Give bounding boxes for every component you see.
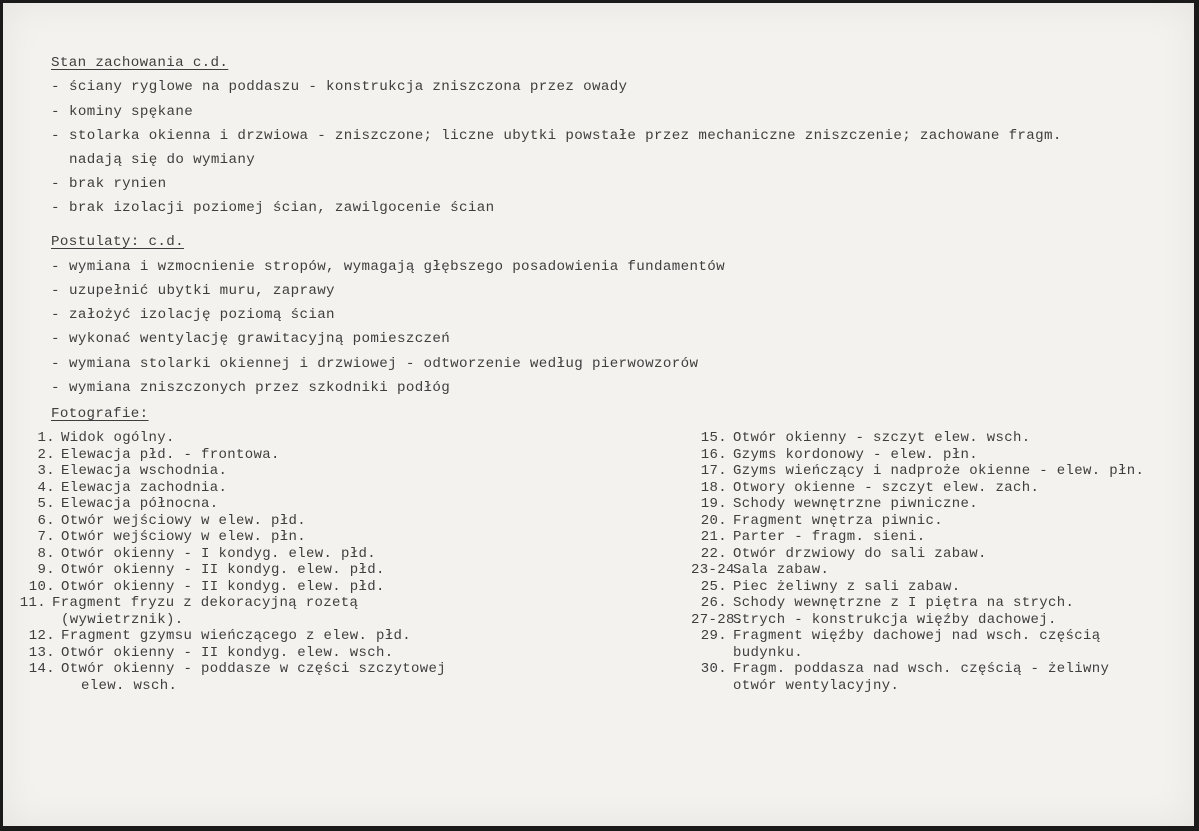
photo-list-left [19,430,447,694]
heading-postulaty: Postulaty: c.d. [51,234,184,250]
photo-entry: 4. Elewacja zachodnia. [37,479,228,496]
postulat-item: - wymiana i wzmocnienie stropów, wymagają głębszego posadowienia fundamentów [51,259,725,275]
photo-entry: 3. Elewacja wschodnia. [37,463,228,479]
postulat-item: - wymiana zniszczonych przez szkodniki podłóg [51,380,451,396]
heading-fotografie: Fotografie: [51,406,149,422]
photo-entry: 16. Gzyms kordonowy - elew. płn. [700,446,979,463]
photo-entry: 2. Elewacja płd. - frontowa. [37,446,280,463]
photo-entry: 23-24.Sala zabaw. [691,562,830,578]
photo-entry: 1. Widok ogólny. [37,430,175,446]
photo-list-right [691,430,1144,694]
stan-item: - stolarka okienna i drzwiowa - zniszczone; liczne ubytki powstałe przez mechaniczne zniszczenie; zachowane fragm. [51,128,1062,144]
photo-entry: 8. Otwór okienny - I kondyg. elew. płd. [37,545,377,562]
stan-item: - ściany ryglowe na poddaszu - konstrukcja zniszczona przez owady [51,79,628,95]
postulat-item: - wymiana stolarki okiennej i drzwiowej - odtworzenie według pierwowzorów [51,356,699,372]
photo-entry: 15. Otwór okienny - szczyt elew. wsch. [700,430,1031,446]
heading-stan-zachowania: Stan zachowania c.d. [51,55,229,71]
postulat-item: - założyć izolację poziomą ścian [51,307,335,323]
photo-entry: 11. Fragment fryzu z dekoracyjną rozetą (wywietrznik). [19,595,359,628]
photo-entry: 17. Gzyms wieńczący i nadproże okienne - elew. płn. [700,463,1145,479]
photo-entry: 30. Fragm. poddasza nad wsch. częścią - żeliwny otwór wentylacyjny. [700,661,1110,694]
photo-entry: 20. Fragment wnętrza piwnic. [700,512,944,529]
photo-entry: 18. Otwory okienne - szczyt elew. zach. [700,479,1040,496]
photo-entry: 29. Fragment więźby dachowej nad wsch. częścią budynku. [700,628,1101,661]
photo-entry: 25. Piec żeliwny z sali zabaw. [700,578,961,595]
stan-item: - kominy spękane [51,104,194,120]
stan-item: - brak izolacji poziomej ścian, zawilgocenie ścian [51,200,495,216]
photo-entry: 12. Fragment gzymsu wieńczącego z elew. płd. [28,628,412,644]
typed-document [3,3,1194,826]
photo-entry: 22. Otwór drzwiowy do sali zabaw. [700,545,987,562]
postulat-item: - uzupełnić ubytki muru, zaprawy [51,283,335,299]
photo-entry: 5. Elewacja północna. [37,496,219,512]
photo-entry: 19. Schody wewnętrzne piwniczne. [700,496,979,512]
photo-entry: 13. Otwór okienny - II kondyg. elew. wsch. [28,644,394,661]
stan-item: - brak rynien [51,176,167,192]
photo-entry: 9. Otwór okienny - II kondyg. elew. płd. [37,562,385,578]
photo-entry: 6. Otwór wejściowy w elew. płd. [37,512,307,529]
photo-entry: 14. Otwór okienny - poddasze w części szczytowej elew. wsch. [28,661,447,694]
photo-entry: 7. Otwór wejściowy w elew. płn. [37,529,307,545]
photo-entry: 10. Otwór okienny - II kondyg. elew. płd. [28,578,385,595]
stan-item-continuation: nadają się do wymiany [69,152,256,168]
photo-entry: 27-28.Strych - konstrukcja więźby dachowej. [691,611,1057,628]
photo-entry: 26. Schody wewnętrzne z I piętra na strych. [700,595,1075,611]
photo-entry: 21. Parter - fragm. sieni. [700,529,926,545]
postulat-item: - wykonać wentylację grawitacyjną pomieszczeń [51,331,451,347]
